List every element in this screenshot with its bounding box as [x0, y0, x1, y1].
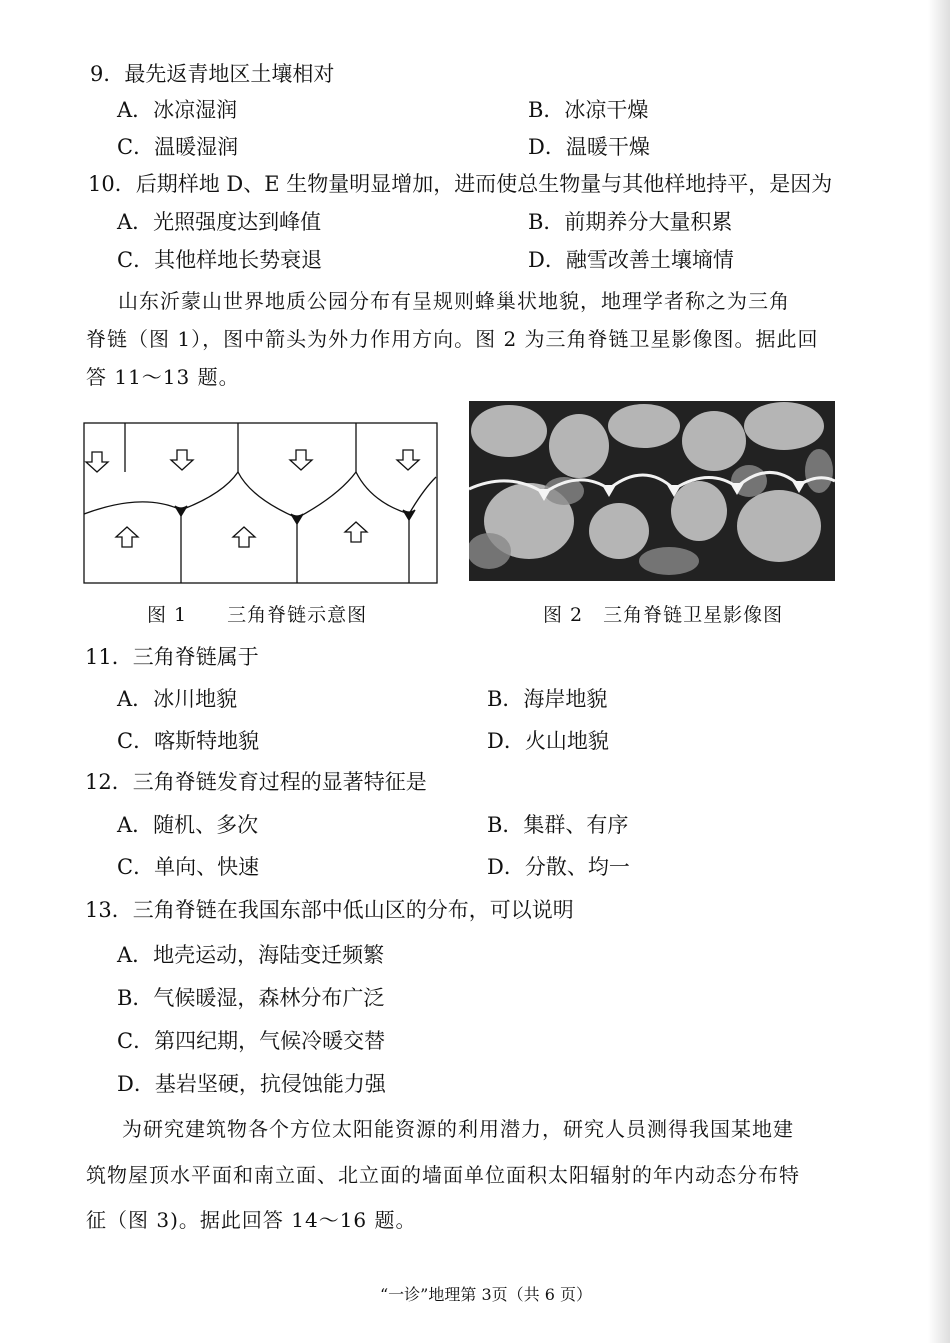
figure-1-drawing: [83, 422, 438, 584]
passage2-line-1: 为研究建筑物各个方位太阳能资源的利用潜力，研究人员测得我国某地建: [122, 1117, 794, 1141]
passage1-line-2: 脊链（图 1），图中箭头为外力作用方向。图 2 为三角脊链卫星影像图。据此回: [86, 327, 819, 351]
question-10-option-a: A．光照强度达到峰值: [117, 210, 322, 234]
passage2-line-3: 征（图 3)。据此回答 14～16 题。: [86, 1208, 417, 1232]
question-12-option-b: B．集群、有序: [487, 813, 629, 837]
question-9-option-d: D．温暖干燥: [528, 135, 650, 159]
arrow-down-icon: [290, 450, 312, 470]
passage1-line-1: 山东沂蒙山世界地质公园分布有呈规则蜂巢状地貌，地理学者称之为三角: [118, 289, 790, 313]
scan-edge-shadow: [928, 0, 950, 1343]
question-13-stem: 13．三角脊链在我国东部中低山区的分布，可以说明: [85, 898, 574, 922]
question-9-option-b: B．冰凉干燥: [528, 98, 649, 122]
question-11-stem: 11．三角脊链属于: [85, 645, 259, 669]
figure-2-drawing: [469, 401, 835, 581]
arrow-up-icon: [345, 522, 367, 542]
arrow-down-icon: [397, 450, 419, 470]
question-10-stem: 10．后期样地 D、E 生物量明显增加，进而使总生物量与其他样地持平，是因为: [88, 172, 833, 196]
question-12-option-d: D．分散、均一: [487, 855, 630, 879]
figure-2-caption: 图 2 三角脊链卫星影像图: [543, 604, 784, 626]
question-9-option-a: A．冰凉湿润: [117, 98, 238, 122]
arrow-up-icon: [233, 527, 255, 547]
question-10-option-b: B．前期养分大量积累: [528, 210, 733, 234]
question-12-option-c: C．单向、快速: [117, 855, 260, 879]
question-13-option-c: C．第四纪期，气候冷暖交替: [117, 1029, 386, 1053]
arrow-down-icon: [171, 450, 193, 470]
question-13-option-a: A．地壳运动，海陆变迁频繁: [117, 943, 385, 967]
figure-2-satellite-image: [469, 401, 835, 581]
figure-1-caption: 图 1 三角脊链示意图: [147, 604, 368, 626]
question-11-option-d: D．火山地貌: [487, 729, 609, 753]
passage1-line-3: 答 11～13 题。: [86, 365, 240, 389]
passage2-line-2: 筑物屋顶水平面和南立面、北立面的墙面单位面积太阳辐射的年内动态分布特: [86, 1163, 800, 1187]
question-13-option-d: D．基岩坚硬，抗侵蚀能力强: [117, 1072, 386, 1096]
question-9-stem: 9．最先返青地区土壤相对: [90, 62, 335, 86]
figure-1-ridge-line: [84, 472, 436, 518]
question-13-option-b: B．气候暖湿，森林分布广泛: [117, 986, 385, 1010]
figure-1-schematic: [83, 422, 438, 584]
question-10-option-d: D．融雪改善土壤墒情: [528, 248, 734, 272]
question-9-option-c: C．温暖湿润: [117, 135, 239, 159]
question-12-stem: 12．三角脊链发育过程的显著特征是: [85, 770, 427, 794]
question-11-option-c: C．喀斯特地貌: [117, 729, 260, 753]
page-footer: “一诊”地理第 3页（共 6 页）: [380, 1285, 592, 1304]
arrow-down-icon: [86, 452, 108, 472]
question-12-option-a: A．随机、多次: [117, 813, 259, 837]
arrow-up-icon: [116, 527, 138, 547]
question-11-option-b: B．海岸地貌: [487, 687, 608, 711]
question-10-option-c: C．其他样地长势衰退: [117, 248, 323, 272]
question-11-option-a: A．冰川地貌: [117, 687, 238, 711]
